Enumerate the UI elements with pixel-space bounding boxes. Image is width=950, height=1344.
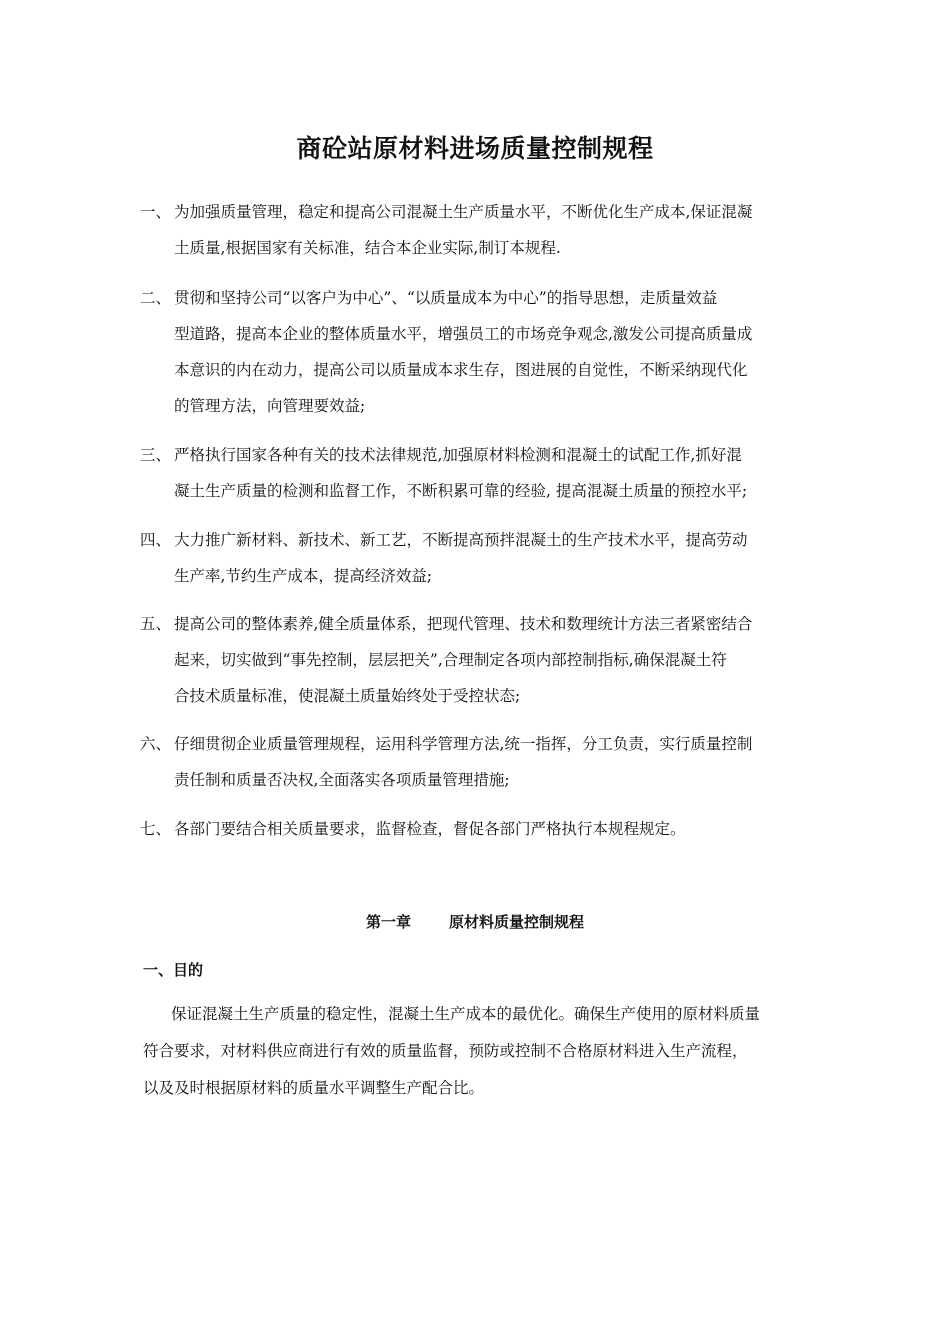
- text-line: 型道路，提高本企业的整体质量水平，增强员工的市场竞争观念,激发公司提高质量成: [174, 325, 753, 343]
- rule-item-number: 七、: [140, 820, 172, 838]
- text-line: 仔细贯彻企业质量管理规程，运用科学管理方法,统一指挥，分工负责，实行质量控制: [174, 735, 753, 753]
- rule-item-text: [140, 437, 820, 509]
- rule-item-number: 二、: [140, 289, 172, 307]
- rule-item-text: [140, 726, 820, 798]
- text-line: 贯彻和坚持公司“以客户为中心”、“以质量成本为中心”的指导思想，走质量效益: [174, 289, 718, 307]
- text-line-content: 保证混凝土生产质量的稳定性，混凝土生产成本的最优化。确保生产使用的原材料质量: [171, 1005, 761, 1023]
- text-line: 生产率,节约生产成本，提高经济效益;: [174, 567, 433, 585]
- rule-item-number: 一、: [140, 203, 172, 221]
- chapter-number: 第一章: [365, 913, 411, 931]
- document-title: 商砼站原材料进场质量控制规程: [296, 134, 654, 163]
- rule-item-1: [140, 194, 820, 266]
- rule-item-text: [140, 606, 820, 714]
- text-line: 合技术质量标准，使混凝土质量始终处于受控状态;: [174, 687, 521, 705]
- text-line: 以及及时根据原材料的质量水平调整生产配合比。: [143, 1079, 485, 1097]
- text-line: 本意识的内在动力，提高公司以质量成本求生存，图进展的自觉性，不断采纳现代化: [174, 361, 748, 379]
- text-line: 提高公司的整体素养,健全质量体系，把现代管理、技术和数理统计方法三者紧密结合: [174, 615, 753, 633]
- rule-item-text: [140, 280, 820, 424]
- text-line: 起来，切实做到“事先控制，层层把关”,合理制定各项内部控制指标,确保混凝土符: [174, 651, 727, 669]
- text-line: 符合要求，对材料供应商进行有效的质量监督，预防或控制不合格原材料进入生产流程，: [143, 1042, 748, 1060]
- text-line: 土质量,根据国家有关标准，结合本企业实际,制订本规程.: [174, 239, 561, 257]
- text-line: 责任制和质量否决权,全面落实各项质量管理措施;: [174, 771, 510, 789]
- rule-item-number: 六、: [140, 735, 172, 753]
- rule-item-number: 五、: [140, 615, 172, 633]
- chapter-name: 原材料质量控制规程: [449, 913, 585, 931]
- rule-item-6: [140, 726, 820, 798]
- text-line: 凝土生产质量的检测和监督工作，不断积累可靠的经验, 提高混凝土质量的预控水平;: [174, 482, 748, 500]
- rule-item-4: [140, 522, 820, 594]
- rule-item-number: 四、: [140, 531, 172, 549]
- text-line: 的管理方法，向管理要效益;: [174, 397, 366, 415]
- rule-item-text: [140, 194, 820, 266]
- rule-item-7: [140, 811, 820, 847]
- rule-item-number: 三、: [140, 446, 172, 464]
- rule-item-2: [140, 280, 820, 424]
- text-line: 严格执行国家各种有关的技术法律规范,加强原材料检测和混凝土的试配工作,抓好混: [174, 446, 742, 464]
- rule-item-5: [140, 606, 820, 714]
- rule-item-text: [140, 522, 820, 594]
- section-heading: 一、目的: [143, 961, 204, 979]
- purpose-paragraph: [143, 996, 813, 1107]
- chapter-heading: [0, 904, 950, 940]
- text-line: [143, 996, 813, 1033]
- rule-item-3: [140, 437, 820, 509]
- text-line: 为加强质量管理，稳定和提高公司混凝土生产质量水平，不断优化生产成本,保证混凝: [174, 203, 753, 221]
- text-line: 大力推广新材料、新技术、新工艺，不断提高预拌混凝土的生产技术水平，提高劳动: [174, 531, 748, 549]
- rule-item-text: [140, 811, 820, 847]
- text-line: 各部门要结合相关质量要求，监督检查，督促各部门严格执行本规程规定。: [174, 820, 686, 838]
